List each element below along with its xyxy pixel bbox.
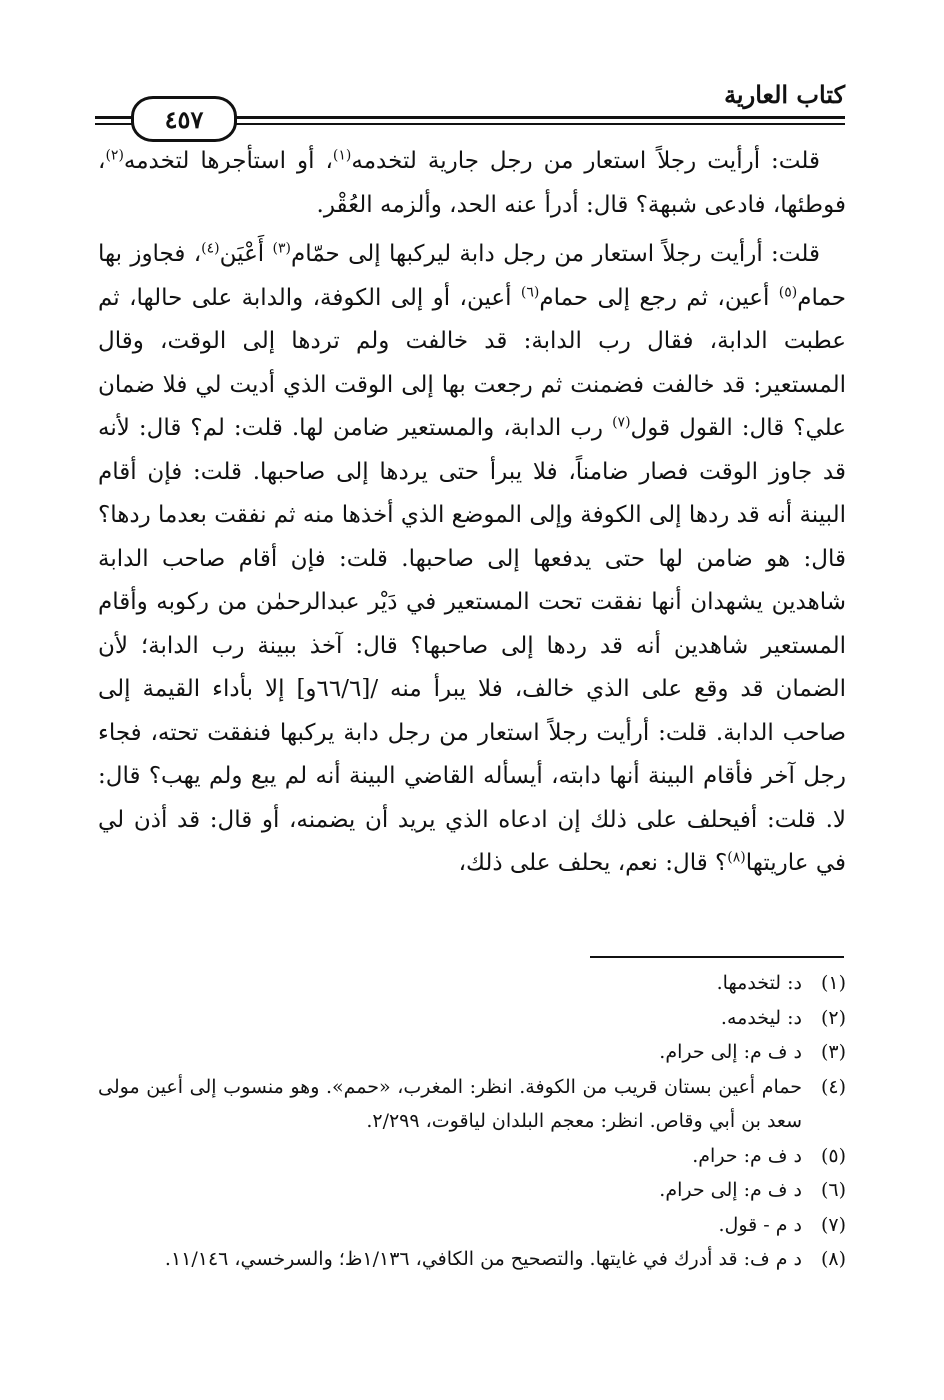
- page-header: [95, 70, 845, 134]
- footnote-text: د ف م: إلى حرام.: [659, 1179, 802, 1201]
- footnote-text: د: لتخدمها.: [716, 972, 802, 994]
- footnote-number: (١): [820, 972, 846, 994]
- footnote-number: (٤): [820, 1075, 846, 1098]
- footnote-number: (٧): [820, 1213, 846, 1236]
- main-text: [98, 140, 846, 886]
- footnotes-list: [98, 966, 846, 1277]
- paragraph-1-text-a: قلت: أرأيت رجلاً استعار من رجل جارية لتخدمه: [351, 148, 821, 174]
- paragraph-2-text-g: ؟ قال: نعم، يحلف على ذلك،: [458, 850, 728, 876]
- footnote-ref-4: (٤): [201, 240, 220, 257]
- footnote-ref-1: (١): [332, 147, 352, 164]
- footnote-number: (٢): [820, 1006, 846, 1029]
- footnote-item: [98, 1208, 846, 1243]
- paragraph-1: [98, 140, 846, 227]
- footnote-ref-2: (٢): [105, 147, 124, 164]
- footnote-item: [98, 1001, 846, 1036]
- footnote-item: [98, 1070, 846, 1139]
- footnote-item: [98, 1139, 846, 1174]
- footnote-item: [98, 1035, 846, 1070]
- footnote-item: [98, 1173, 846, 1208]
- footnote-number: (٨): [820, 1248, 846, 1270]
- paragraph-2-text-f: رب الدابة، والمستعير ضامن لها. قلت: لم؟ قال: لأنه قد جاوز الوقت فصار ضامناً، فلا يبرأ حتى يردها إلى صاحبها. قلت: فإن أقام البينة أنه قد ردها إلى الكوفة وإلى الموضع الذي أخذها منه ثم نفقت بعدما ردها؟ قال: هو ضامن لها حتى يدفعها إلى صاحبها. قلت: فإن أقام صاحب الدابة شاهدين يشهدان أنها نفقت تحت المستعير في دَيْر عبدالرحمٰن من ركوبه وأقام المستعير شاهدين أنه قد ردها إلى صاحبها؟ قال: آخذ ببينة رب الدابة؛ لأن الضمان قد وقع على الذي خالف، فلا يبرأ منه /[٦٦/٦و] إلا بأداء القيمة إلى صاحب الدابة. قلت: أرأيت رجلاً استعار من رجل دابة يركبها فنفقت تحته، فجاء رجل آخر فأقام البينة أنها دابته، أيسأله القاضي البينة أنه لم يبع ولم يهب؟ قال: لا. قلت: أفيحلف على ذلك إن ادعاه الذي يريد أن يضمنه، أو قال: قد أذن لي في عاريتها: [98, 415, 846, 876]
- footnote-number: (٦): [820, 1179, 846, 1201]
- footnote-separator: [590, 956, 844, 958]
- paragraph-1-text-b: ، أو استأجرها لتخدمه: [123, 148, 333, 174]
- footnote-ref-8: (٨): [727, 849, 746, 866]
- page-number: ٤٥٧: [164, 104, 204, 134]
- paragraph-2: [98, 233, 846, 886]
- paragraph-1-text-c: ، فوطئها، فادعى شبهة؟ قال: أدرأ عنه الحد، وألزمه العُقْر.: [98, 148, 846, 218]
- page-number-badge: [131, 96, 237, 142]
- paragraph-2-text-d: أعين، ثم رجع إلى حمام: [539, 284, 779, 311]
- footnote-ref-3: (٣): [272, 240, 291, 257]
- paragraph-2-text-c: ، فجاوز بها حمام: [98, 241, 847, 311]
- footnote-text: د ف م: حرام.: [692, 1144, 802, 1167]
- book-title: كتاب العارية: [724, 80, 845, 109]
- paragraph-2-text-e: أعين، أو إلى الكوفة، والدابة على حالها، ثم عطبت الدابة، فقال رب الدابة: قد خالفت ولم تردها إلى الوقت، وقال المستعير: قد خالفت فضمنت ثم رجعت بها إلى الوقت الذي أديت لي فلا ضمان علي؟ قال: القول قول: [98, 284, 846, 441]
- paragraph-2-text-b: أَعْيَن: [219, 241, 273, 267]
- footnote-number: (٥): [820, 1144, 846, 1167]
- footnote-text: د: ليخدمه.: [720, 1006, 802, 1029]
- footnote-ref-7: (٧): [612, 414, 631, 431]
- footnote-item: [98, 1242, 846, 1277]
- footnote-number: (٣): [820, 1041, 846, 1063]
- footnote-text: د ف م: إلى حرام.: [659, 1041, 802, 1063]
- footnote-text: د م - قول.: [718, 1213, 802, 1236]
- footnote-text: د م ف: قد أدرك في غايتها. والتصحيح من الكافي، ١/١٣٦ظ؛ والسرخسي، ١١/١٤٦.: [164, 1248, 802, 1270]
- footnote-ref-5: (٥): [778, 283, 798, 300]
- footnote-item: [98, 966, 846, 1001]
- paragraph-2-text-a: قلت: أرأيت رجلاً استعار من رجل دابة ليركبها إلى حمّام: [290, 241, 820, 267]
- footnote-ref-6: (٦): [520, 283, 540, 300]
- footnote-text: حمام أعين بستان قريب من الكوفة. انظر: المغرب، «حمم». وهو منسوب إلى أعين مولى سعد بن أبي وقاص. انظر: معجم البلدان لياقوت، ٢/٢٩٩.: [98, 1075, 802, 1132]
